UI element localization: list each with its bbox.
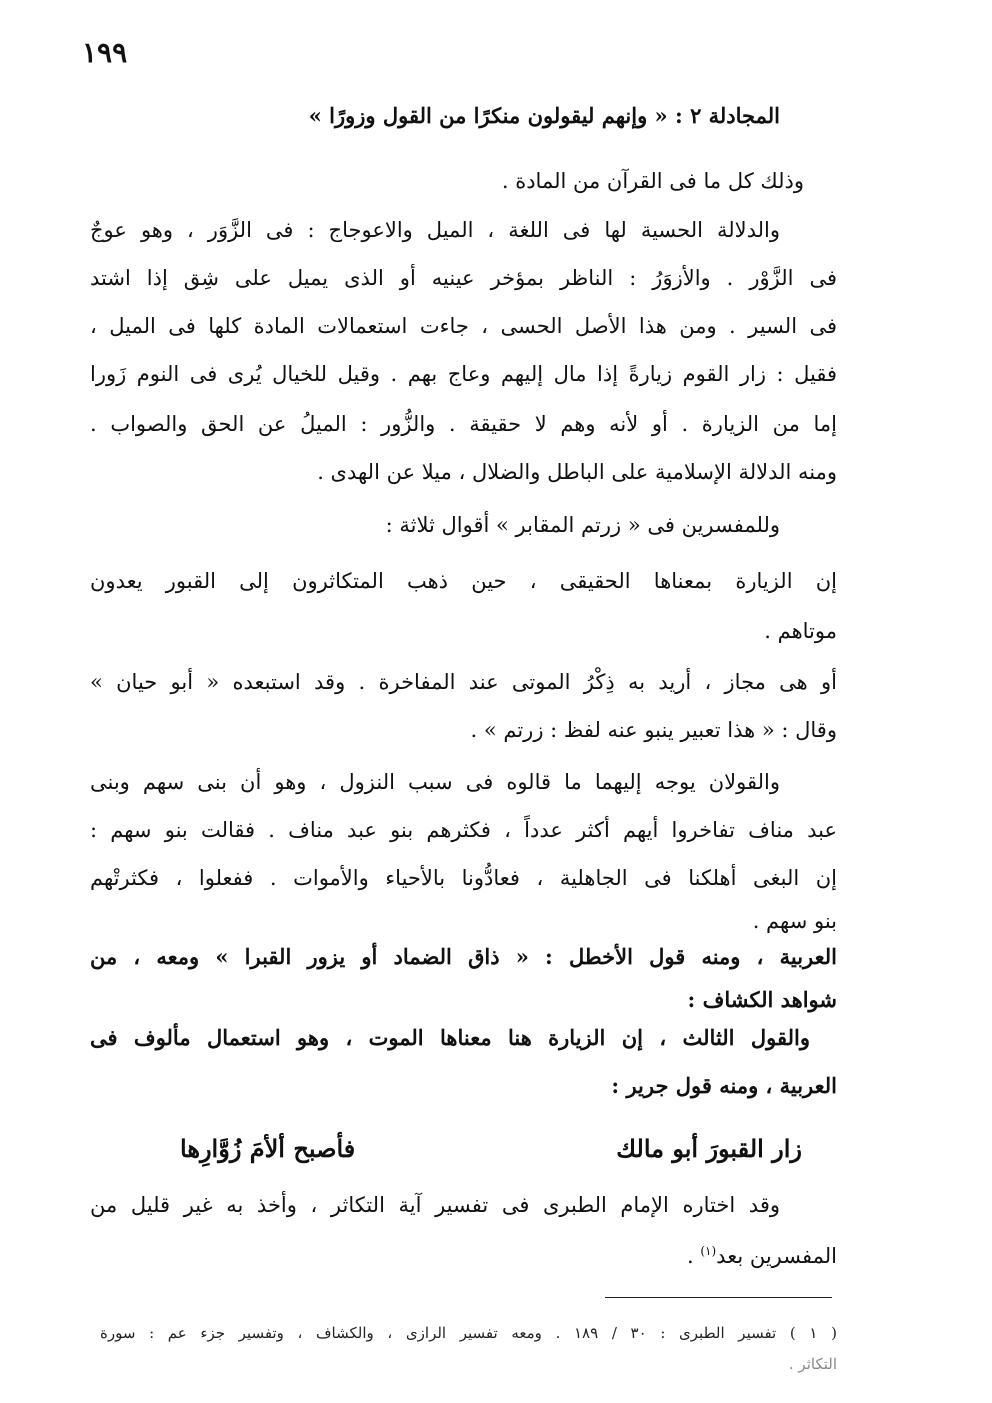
body-line-3: فى الزَّوْر . والأزوَرُ : الناظر بمؤخر عينيه أو الذى يميل على شِق إذا اشتد <box>90 266 837 290</box>
footnote-line-2: التكاثر . <box>788 1355 837 1373</box>
sentence-end-mark: . <box>686 1244 701 1268</box>
body-line-4: فى السير . ومن هذا الأصل الحسى ، جاءت استعمالات المادة كلها فى الميل ، <box>90 314 837 338</box>
body-line-22-text: المفسرين بعد <box>716 1244 837 1268</box>
body-line-2: والدلالة الحسية لها فى اللغة ، الميل والاعوجاج : فى الزَّوَر ، وهو عوجٌ <box>90 218 780 242</box>
body-line-9: إن الزيارة بمعناها الحقيقى ، حين ذهب المتكاثرون إلى القبور يعدون <box>90 569 837 593</box>
body-line-10: موتاهم . <box>764 619 837 643</box>
body-line-15: إن البغى أهلكنا فى الجاهلية ، فعادُّونا بالأحياء والأموات . ففعلوا ، فكثرتْهم <box>90 866 837 890</box>
body-line-7: ومنه الدلالة الإسلامية على الباطل والضلال ، ميلا عن الهدى . <box>317 460 837 484</box>
body-line-13: والقولان يوجه إليهما ما قالوه فى سبب النزول ، وهو أن بنى سهم وبنى <box>90 770 780 794</box>
body-line-12: وقال : « هذا تعبير ينبو عنه لفظ : زرتم » . <box>470 718 837 742</box>
verse-hemistich-left: فأصبح ألأمَ زُوَّارِها <box>180 1134 356 1163</box>
poetry-verse <box>180 1134 802 1163</box>
body-line-11: أو هى مجاز ، أريد به ذِكْرُ الموتى عند المفاخرة . وقد استبعده « أبو حيان » <box>90 670 837 694</box>
body-line-14: عبد مناف تفاخروا أيهم أكثر عدداً ، فكثرهم بنو عبد مناف . فقالت بنو سهم : <box>90 818 837 842</box>
body-line-16: بنو سهم . <box>752 909 837 933</box>
body-line-22 <box>90 1236 837 1271</box>
body-line-21: وقد اختاره الإمام الطبرى فى تفسير آية التكاثر ، وأخذ به غير قليل من <box>90 1193 780 1217</box>
footnote-line-1: ( ١ ) تفسير الطبرى : ٣٠ / ١٨٩ . ومعه تفسير الرازى ، والكشاف ، وتفسير جزء عم : سورة <box>100 1324 837 1342</box>
page-number: ١٩٩ <box>82 36 128 69</box>
quran-citation-line: المجادلة ٢ : « وإنهم ليقولون منكرًا من القول وزورًا » <box>308 103 780 128</box>
body-line-17: العربية ، ومنه قول الأخطل : « ذاق الضماد أو يزور القبرا » ومعه ، من <box>90 944 837 969</box>
body-line-6: إما من الزيارة . أو لأنه وهم لا حقيقة . والزُّور : الميلُ عن الحق والصواب . <box>90 412 837 436</box>
body-line-18: شواهد الكشاف : <box>687 987 837 1012</box>
footnote-divider <box>605 1297 832 1298</box>
body-line-1: وذلك كل ما فى القرآن من المادة . <box>501 169 804 193</box>
body-line-8: وللمفسرين فى « زرتم المقابر » أقوال ثلاثة : <box>385 513 780 537</box>
body-line-20: العربية ، ومنه قول جرير : <box>611 1073 837 1098</box>
verse-hemistich-right: زار القبورَ أبو مالك <box>616 1134 802 1163</box>
body-line-5: فقيل : زار القوم زيارةً إذا مال إليهم وعاج بهم . وقيل للخيال يُرى فى النوم زَورا <box>90 362 837 386</box>
footnote-marker: (١) <box>700 1244 717 1258</box>
body-line-19: والقول الثالث ، إن الزيارة هنا معناها الموت ، وهو استعمال مألوف فى <box>90 1025 810 1050</box>
